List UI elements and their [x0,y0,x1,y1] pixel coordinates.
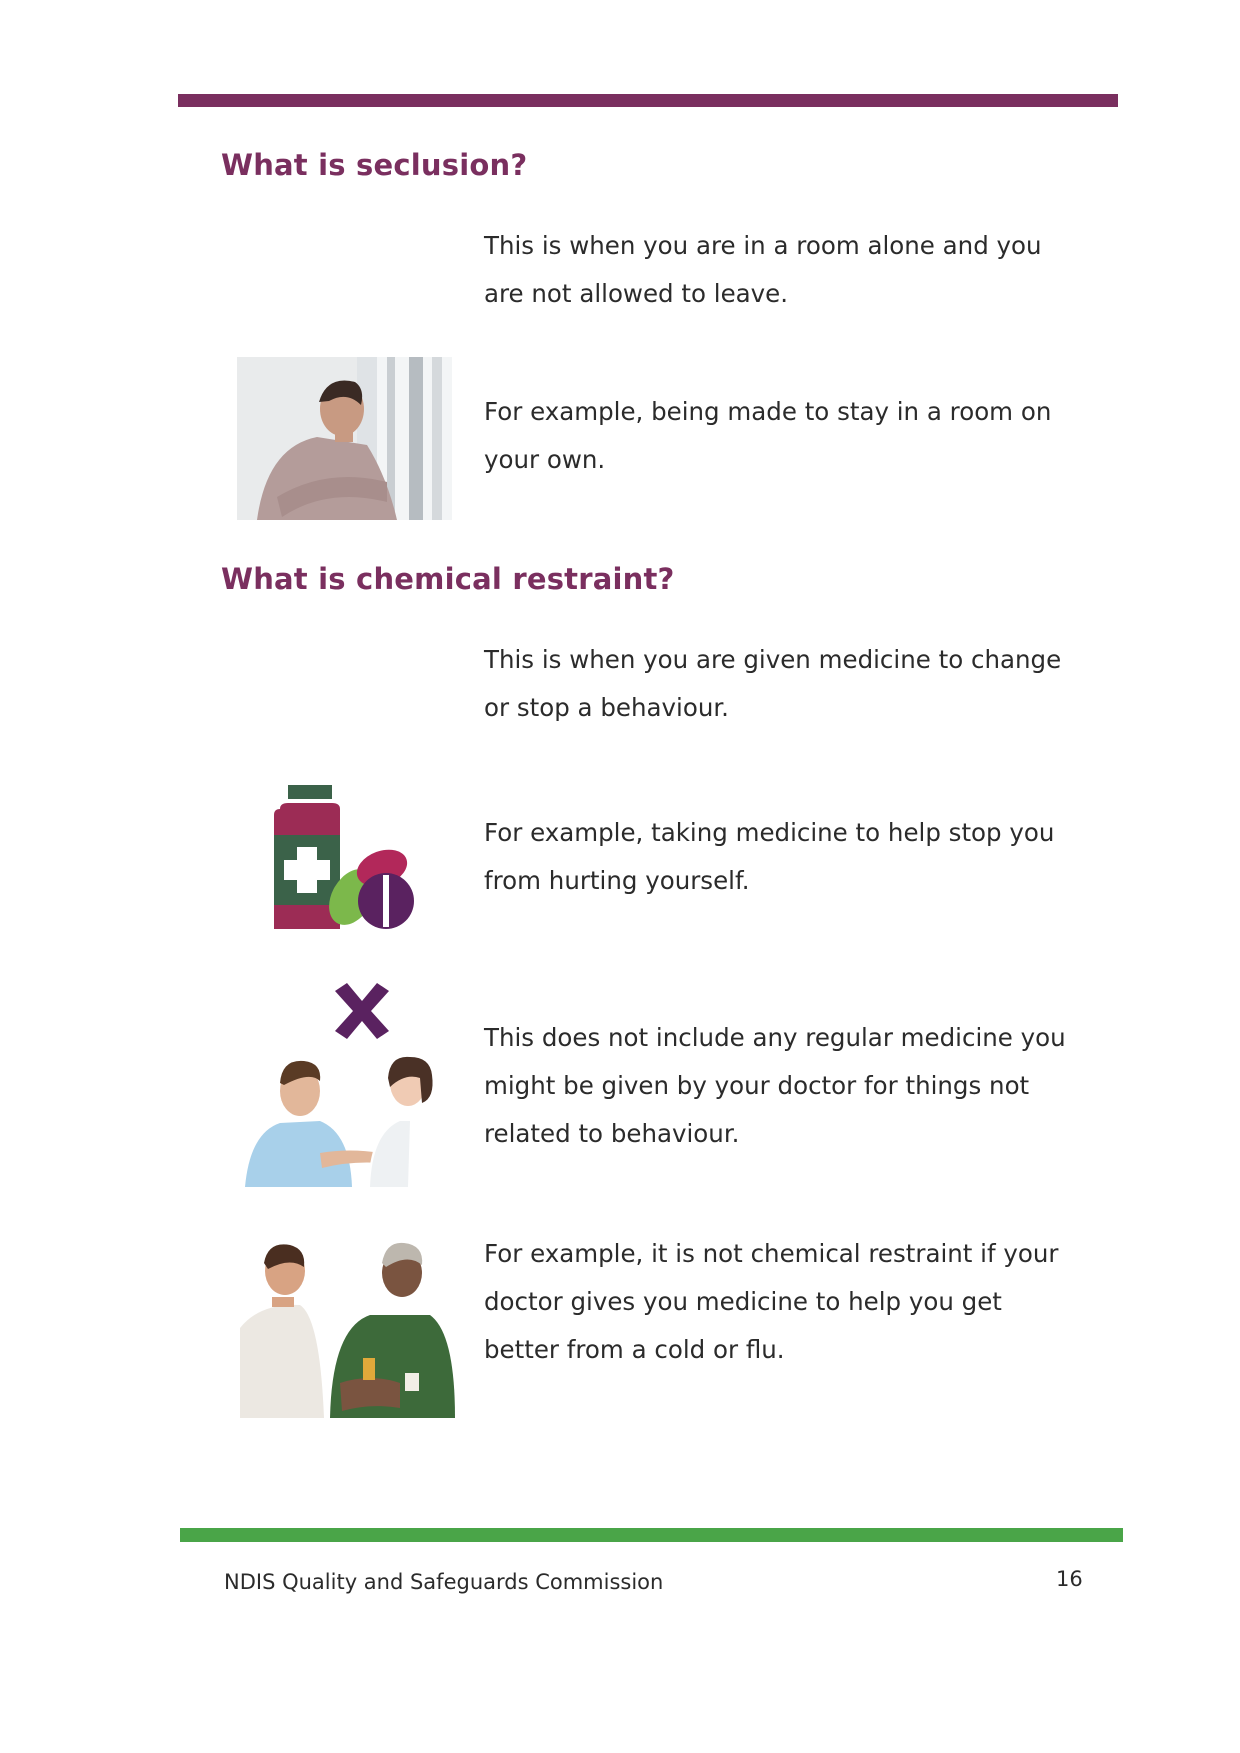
medicine-bottle-and-pills-icon [272,785,417,930]
not-included-image [240,983,455,1187]
seclusion-example: For example, being made to stay in a room on your own. [484,397,1052,474]
footer-organisation: NDIS Quality and Safeguards Commission [224,1570,664,1594]
cross-icon [335,983,389,1039]
exclusion-text: This does not include any regular medicine you might be given by your doctor for things not related to behaviour. [484,1023,1066,1148]
top-divider-bar [178,94,1118,107]
heading-chemical-restraint: What is chemical restraint? [221,562,675,596]
chemical-restraint-example: For example, taking medicine to help stop you from hurting yourself. [484,818,1055,895]
bottom-divider-bar [180,1528,1123,1542]
seclusion-definition: This is when you are in a room alone and you are not allowed to leave. [484,231,1042,308]
page-number: 16 [1056,1567,1083,1591]
man-at-window-image [237,357,452,520]
chemical-restraint-definition: This is when you are given medicine to change or stop a behaviour. [484,645,1062,722]
heading-seclusion: What is seclusion? [221,148,528,182]
doctor-giving-medicine-image [240,1233,455,1418]
exclusion-example: For example, it is not chemical restraint if your doctor gives you medicine to help you get better from a cold or flu. [484,1239,1059,1364]
